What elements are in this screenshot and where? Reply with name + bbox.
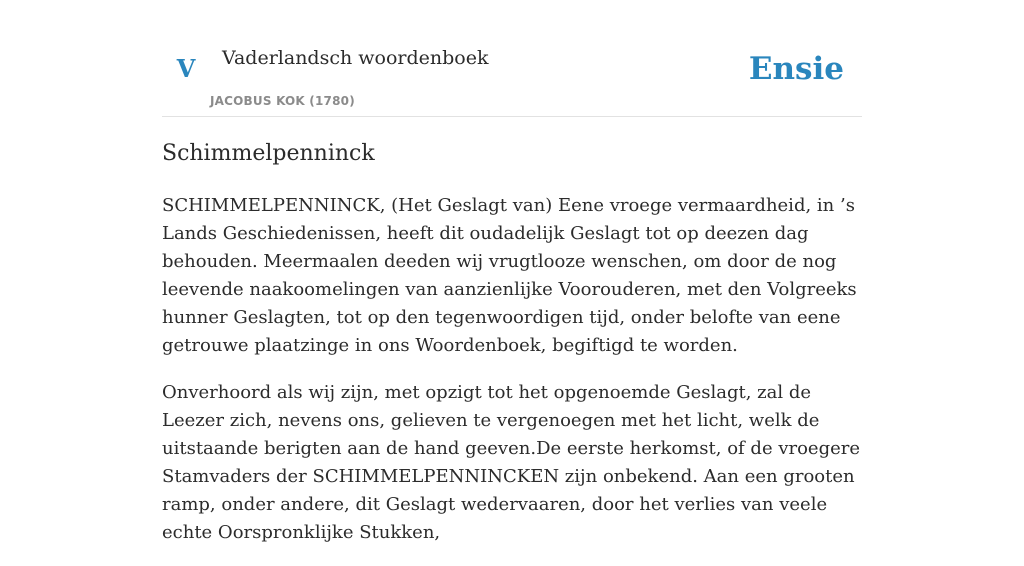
entry-content (162, 138, 862, 566)
ensie-logo-link[interactable]: Ensie (748, 51, 844, 87)
entry-body (162, 192, 862, 547)
entry-title: Schimmelpenninck (162, 141, 375, 166)
book-author-link[interactable]: JACOBUS KOK (1780) (210, 94, 355, 108)
book-letter-icon[interactable]: V (176, 54, 196, 83)
entry-paragraph: SCHIMMELPENNINCK, (Het Geslagt van) Eene vroege vermaardheid, in ’s Lands Geschiedenissen, heeft dit oudadelijk Geslagt tot op deezen dag behouden. Meermaalen deeden wij vrugtlooze wenschen, om door de nog leevende naakoomelingen van aanzienlijke Voorouderen, met den Volgreeks hunner Geslagten, tot op den tegenwoordigen tijd, onder belofte van eene getrouwe plaatzinge in ons Woordenboek, begiftigd te worden. (162, 195, 857, 356)
entry-paragraph: Onverhoord als wij zijn, met opzigt tot het opgenoemde Geslagt, zal de Leezer zich, nevens ons, gelieven te vergenoegen met het licht, welk de uitstaande berigten aan de hand geeven.De eerste herkomst, of de vroegere Stamvaders der SCHIMMELPENNINCKEN zijn onbekend. Aan een grooten ramp, onder andere, dit Geslagt wedervaaren, door het verlies van veele echte Oorspronklijke Stukken, (162, 382, 861, 543)
book-header (162, 0, 862, 117)
book-title-link[interactable]: Vaderlandsch woordenboek (222, 47, 489, 69)
